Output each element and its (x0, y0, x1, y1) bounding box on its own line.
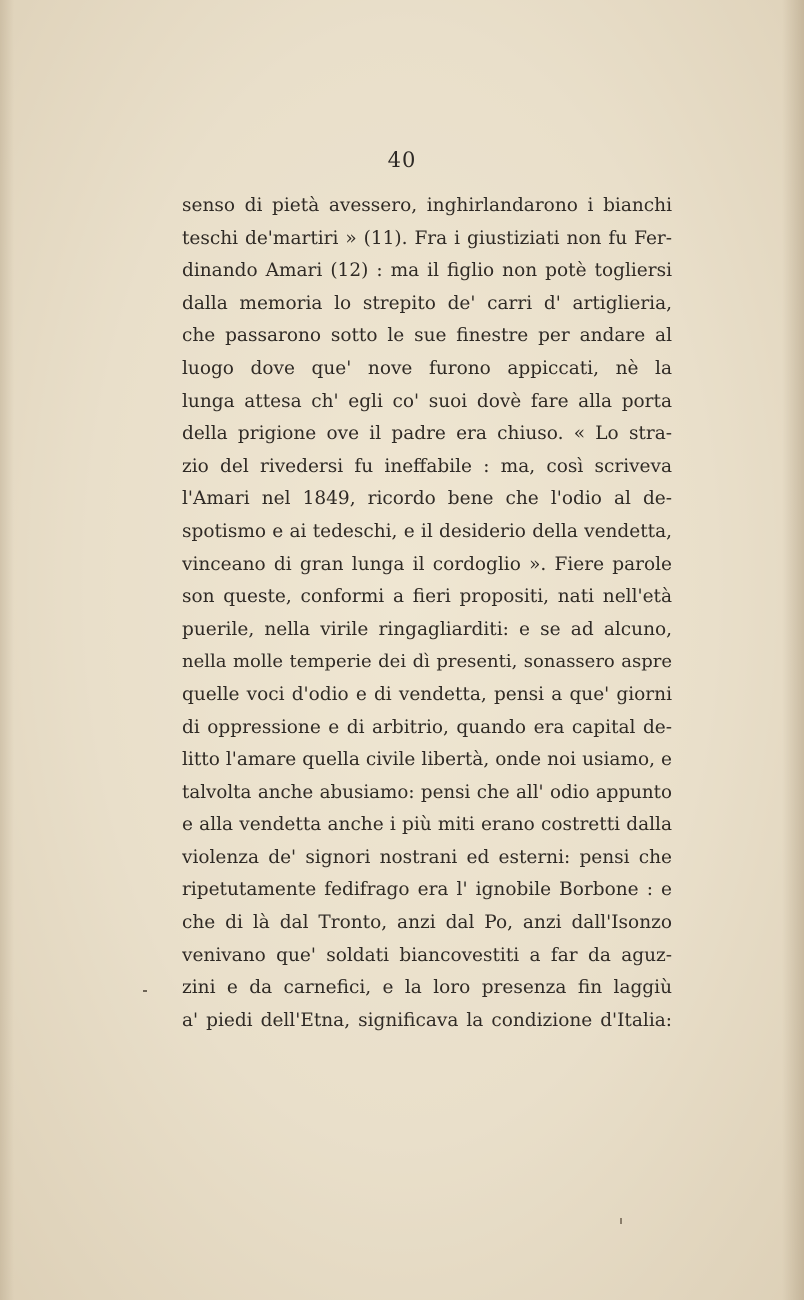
text-line: e alla vendetta anche i più miti erano costretti dalla (182, 814, 672, 836)
text-line: dinando Amari (12) : ma il figlio non potè togliersi (182, 260, 672, 282)
text-line: luogo dove que' nove furono appiccati, nè la (182, 357, 672, 379)
body-text (182, 190, 672, 1037)
text-line: senso di pietà avessero, inghirlandarono i bianchi (182, 195, 672, 216)
page-edge-shadow-left (0, 0, 14, 1300)
margin-mark (143, 990, 147, 992)
paper-speck (620, 1218, 622, 1224)
text-line: litto l'amare quella civile libertà, onde noi usiamo, e (182, 749, 672, 771)
text-line: che passarono sotto le sue finestre per andare al (182, 325, 672, 347)
text-line: che di là dal Tronto, anzi dal Po, anzi dall'Isonzo (182, 912, 672, 934)
text-line: nella molle temperie dei dì presenti, sonassero aspre (182, 651, 672, 673)
text-line: puerile, nella virile ringagliarditi: e se ad alcuno, (182, 618, 672, 640)
text-line: quelle voci d'odio e di vendetta, pensi a que' giorni (182, 683, 672, 705)
text-line: a' piedi dell'Etna, significava la condizione d'Italia: (182, 1009, 672, 1031)
page-edge-shadow-right (782, 0, 804, 1300)
text-line: vinceano di gran lunga il cordoglio ». Fiere parole (182, 553, 672, 575)
text-line: violenza de' signori nostrani ed esterni: pensi che (182, 846, 672, 868)
text-line: talvolta anche abusiamo: pensi che all' odio appunto (182, 781, 672, 803)
text-line: dalla memoria lo strepito de' carri d' artiglieria, (182, 292, 672, 314)
text-line: ripetutamente fedifrago era l' ignobile Borbone : e (182, 879, 672, 901)
page-number: 40 (387, 148, 417, 172)
text-line: di oppressione e di arbitrio, quando era capital de- (182, 716, 672, 738)
text-line: son queste, conformi a fieri propositi, nati nell'età (182, 586, 672, 608)
text-line: zio del rivedersi fu ineffabile : ma, così scriveva (182, 455, 672, 477)
text-line: venivano que' soldati biancovestiti a far da aguz- (182, 944, 672, 966)
text-line: lunga attesa ch' egli co' suoi dovè fare alla porta (182, 390, 672, 412)
text-line: spotismo e ai tedeschi, e il desiderio della vendetta, (182, 520, 672, 542)
text-line: zini e da carnefici, e la loro presenza fin laggiù (182, 977, 672, 999)
text-line: teschi de'martiri » (11). Fra i giustiziati non fu Fer- (182, 227, 672, 249)
text-line: della prigione ove il padre era chiuso. « Lo stra- (182, 423, 672, 445)
text-line: l'Amari nel 1849, ricordo bene che l'odio al de- (182, 488, 672, 510)
